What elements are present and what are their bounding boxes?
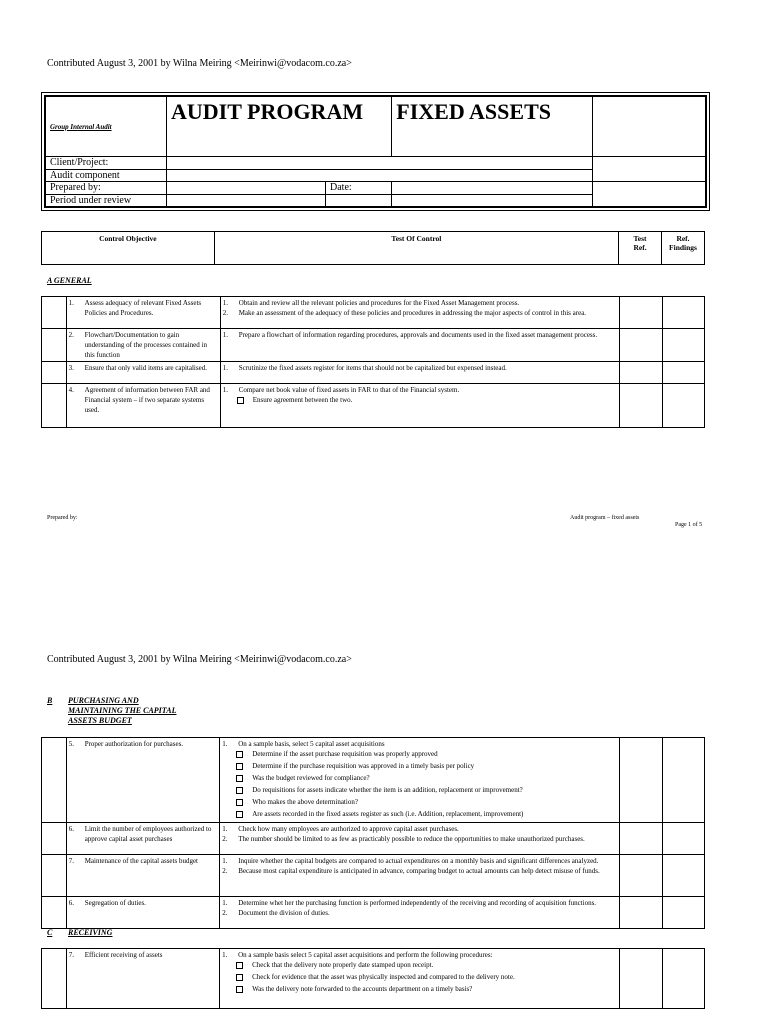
checkbox-icon xyxy=(236,787,243,794)
test-ref-header: Test Ref. xyxy=(619,232,662,265)
client-project-field xyxy=(167,157,593,170)
checkbox-icon xyxy=(236,799,243,806)
period-right-field xyxy=(392,194,593,207)
header-blank-cell xyxy=(593,97,706,157)
client-blank-cell xyxy=(593,157,706,182)
table-row: 7. Maintenance of the capital assets budget 1. Inquire whether the capital budgets are compared to actual expenditures on a monthly basis and significant differences analyzed. 2. Because most capital expenditure is anticipated in advance, comparing budget to actual amounts can help detect misuse of funds. xyxy=(42,855,705,897)
section-c-table xyxy=(41,948,705,1009)
checkbox-icon xyxy=(236,962,243,969)
table-row: 1. Assess adequacy of relevant Fixed Assets Policies and Procedures. 1. Obtain and review all the relevant policies and procedures for the Fixed Asset Management process. 2. Make an assessment of the adequacy of these policies and procedures in addressing the major aspects of control in this area. xyxy=(42,297,705,329)
section-a-title: A GENERAL xyxy=(47,276,92,285)
client-project-label: Client/Project: xyxy=(46,157,167,170)
header-box xyxy=(41,92,710,211)
section-c-letter: C xyxy=(47,928,53,937)
checkbox-icon xyxy=(236,974,243,981)
table-row: 2. Flowchart/Documentation to gain understanding of the processes contained in this function 1. Prepare a flowchart of information regarding procedures, approvals and documents used in the fixed asset management process. xyxy=(42,329,705,362)
date-label: Date: xyxy=(326,182,392,195)
period-label: Period under review xyxy=(46,194,167,207)
ref-findings-header: Ref. Findings xyxy=(662,232,705,265)
audit-component-field xyxy=(167,169,593,182)
prepared-by-field xyxy=(167,182,326,195)
group-internal-audit-label: Group Internal Audit xyxy=(46,97,167,157)
header-table xyxy=(45,96,706,207)
prepared-by-label: Prepared by: xyxy=(46,182,167,195)
table-row: 4. Agreement of information between FAR and Financial system – if two separate systems used. 1. Compare net book value of fixed assets in FAR to that of the Financial system. Ensure agreement between the two. xyxy=(42,384,705,428)
checkbox-icon xyxy=(236,751,243,758)
control-objective-header: Control Objective xyxy=(42,232,215,265)
footer-doc-title: Audit program – fixed assets xyxy=(570,515,640,521)
test-of-control-header: Test Of Control xyxy=(214,232,618,265)
audit-program-title: AUDIT PROGRAM xyxy=(167,97,392,157)
contributor-line: Contributed August 3, 2001 by Wilna Meiring <Meirinwi@vodacom.co.za> xyxy=(47,58,352,69)
checkbox-icon xyxy=(237,397,244,404)
fixed-assets-title: FIXED ASSETS xyxy=(392,97,593,157)
table-row: 6. Segregation of duties. 1. Determine whet her the purchasing function is performed independently of the receiving and recording of acquisition functions. 2. Document the division of duties. xyxy=(42,897,705,929)
period-mid-field xyxy=(326,194,392,207)
column-header-table xyxy=(41,231,705,265)
audit-component-label: Audit component xyxy=(46,169,167,182)
section-b-table xyxy=(41,737,705,929)
table-row: 7. Efficient receiving of assets 1. On a sample basis select 5 capital asset acquisitions and perform the following procedures: Check that the delivery note properly date stamped upon receipt. Check for evidence that the asset was physically inspected and compared to the delivery note. Was the delivery note forwarded to the accounts department on a timely basis? xyxy=(42,949,705,1009)
table-row: 3. Ensure that only valid items are capitalised. 1. Scrutinize the fixed assets register for items that should not be capitalized but expensed instead. xyxy=(42,362,705,384)
section-b-letter: B xyxy=(47,696,53,705)
table-row: 5. Proper authorization for purchases. 1. On a sample basis, select 5 capital asset acquisitions Determine if the asset purchase requisition was properly approved Determine if the purchase requisition was approved in a timely basis per policy Was the budget reviewed for compliance? Do requisitions for assets indicate whether the item is an addition, replacement or improvement? Who makes the above determination? Are assets recorded in the fixed assets register as such (i.e. Addition, replacement, improvement) xyxy=(42,738,705,823)
section-b-title: PURCHASING AND MAINTAINING THE CAPITAL ASSETS BUDGET xyxy=(68,696,177,725)
period-field xyxy=(167,194,326,207)
section-a-table xyxy=(41,296,705,428)
checkbox-icon xyxy=(236,775,243,782)
footer-prepared-by: Prepared by: xyxy=(47,515,78,521)
section-c-title: RECEIVING xyxy=(68,928,113,937)
checkbox-icon xyxy=(236,811,243,818)
date-field xyxy=(392,182,593,195)
contributor-line-page2: Contributed August 3, 2001 by Wilna Meiring <Meirinwi@vodacom.co.za> xyxy=(47,654,352,665)
checkbox-icon xyxy=(236,763,243,770)
checkbox-icon xyxy=(236,986,243,993)
table-row: 6. Limit the number of employees authorized to approve capital asset purchases 1. Check how many employees are authorized to approve capital asset purchases. 2. The number should be limited to as few as practicably possible to reduce the opportunities to make unauthorized purchases. xyxy=(42,823,705,855)
date-blank-cell xyxy=(593,182,706,207)
footer-page-number: Page 1 of 5 xyxy=(675,522,703,528)
